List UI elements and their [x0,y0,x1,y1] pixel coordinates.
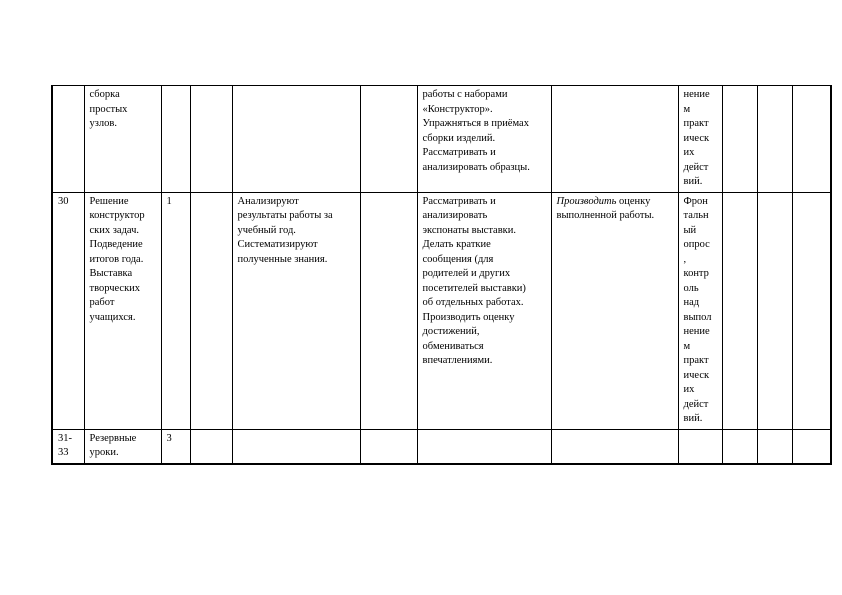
empty-cell [722,429,757,464]
hours-cell: 1 [161,192,190,429]
empty-cell [757,429,792,464]
empty-cell [722,192,757,429]
empty-cell [360,86,417,193]
lesson-number-cell: 31- 33 [52,429,84,464]
hours-cell: 3 [161,429,190,464]
topic-cell: Резервные уроки. [84,429,161,464]
assessment-cell [551,429,678,464]
content-cell [232,86,360,193]
topic-cell: сборка простых узлов. [84,86,161,193]
activities-cell: работы с наборами «Конструктор». Упражняться в приёмах сборки изделий. Рассматривать и анализировать образцы. [417,86,551,193]
empty-cell [360,192,417,429]
content-cell: Анализируют результаты работы за учебный год. Систематизируют полученные знания. [232,192,360,429]
control-cell: Фрон тальн ый опрос , контр оль над выпол нение м практ ическ их дейст вий. [678,192,722,429]
topic-cell: Решение конструктор ских задач. Подведение итогов года. Выставка творческих работ учащихся. [84,192,161,429]
activities-cell: Рассматривать и анализировать экспонаты выставки. Делать краткие сообщения (для родителей и других посетителей выставки) об отдельных работах. Производить оценку достижений, обмениваться впечатлениями. [417,192,551,429]
assessment-cell: Производить оценку выполненной работы. [551,192,678,429]
table-row [52,429,831,464]
empty-cell [792,429,831,464]
assessment-cell [551,86,678,193]
control-cell [678,429,722,464]
empty-cell [190,429,232,464]
empty-cell [360,429,417,464]
lesson-number-cell: 30 [52,192,84,429]
empty-cell [190,192,232,429]
empty-cell [757,86,792,193]
hours-cell [161,86,190,193]
empty-cell [190,86,232,193]
empty-cell [757,192,792,429]
empty-cell [722,86,757,193]
activities-cell [417,429,551,464]
control-cell: нение м практ ическ их дейст вий. [678,86,722,193]
lesson-plan-table [51,85,832,465]
table-row [52,192,831,429]
content-cell [232,429,360,464]
table-row [52,86,831,193]
empty-cell [792,192,831,429]
empty-cell [792,86,831,193]
lesson-number-cell [52,86,84,193]
